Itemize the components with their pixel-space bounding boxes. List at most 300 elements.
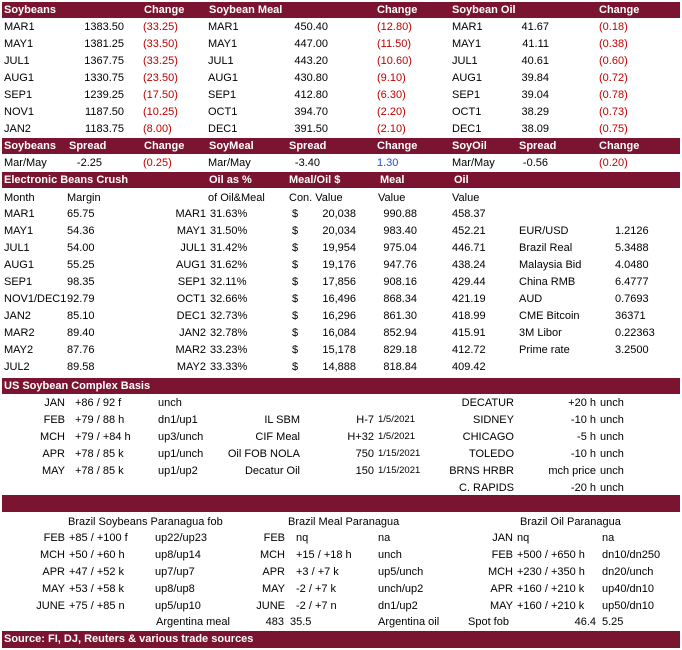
soyoil-change: (0.18) xyxy=(599,21,628,33)
brazil-meal-month: MAY xyxy=(261,583,285,595)
brazil-meal-quote: -2 / +7 k xyxy=(296,583,337,595)
basis-location-value: -10 h xyxy=(570,414,596,426)
basis-quote: +86 / 92 f xyxy=(75,397,122,409)
soyoil-month: OCT1 xyxy=(452,106,482,118)
soyoil-header: Soybean Oil xyxy=(452,4,516,16)
crush-currency: $ xyxy=(292,361,299,373)
crush-oil-value: 409.42 xyxy=(452,361,486,373)
market-value: 0.7693 xyxy=(615,293,649,305)
soybeans-month: NOV1 xyxy=(4,106,34,118)
brazil-oil-month: FEB xyxy=(491,549,513,561)
soybeans-change: (10.25) xyxy=(143,106,178,118)
crush-currency: $ xyxy=(292,276,299,288)
spread-soymeal-spread-header: Spread xyxy=(289,140,327,152)
crush-con-value: 16,296 xyxy=(322,310,356,322)
crush-currency: $ xyxy=(292,344,299,356)
spread-soyoil-value: -0.56 xyxy=(522,157,548,169)
crush-oil-month: MAR2 xyxy=(175,344,206,356)
futures-header-band xyxy=(2,2,680,18)
soymeal-price: 394.70 xyxy=(294,106,328,118)
basis-product-value: 150 xyxy=(355,465,374,477)
crush-month: JUL2 xyxy=(4,361,30,373)
crush-oil-pct: 32.66% xyxy=(210,293,248,305)
brazil-meal-title: Brazil Meal Paranagua xyxy=(288,516,400,528)
crush-currency: $ xyxy=(292,327,299,339)
soybeans-price: 1367.75 xyxy=(84,55,124,67)
spot-fob-label: Spot fob xyxy=(468,616,509,628)
market-value: 3.2500 xyxy=(615,344,649,356)
soyoil-price: 39.84 xyxy=(521,72,549,84)
spread-soybeans-change: (0.25) xyxy=(143,157,172,169)
crush-con-value: 14,888 xyxy=(322,361,356,373)
crush-oil-month: SEP1 xyxy=(177,276,206,288)
soybeans-change: (33.25) xyxy=(143,55,178,67)
soybeans-change: (33.25) xyxy=(143,21,178,33)
crush-oil-pct: 33.23% xyxy=(210,344,248,356)
market-label: Malaysia Bid xyxy=(519,259,582,271)
spread-soyoil-spread-header: Spread xyxy=(519,140,557,152)
basis-product-value: 750 xyxy=(355,448,374,460)
brazil-meal-change: unch/up2 xyxy=(378,583,424,595)
spread-soymeal-header: SoyMeal xyxy=(209,140,254,152)
market-label: CME Bitcoin xyxy=(519,310,580,322)
crush-meal-value: 975.04 xyxy=(383,242,417,254)
brazil-meal-change: up5/unch xyxy=(378,566,424,578)
crush-oil-month: AUG1 xyxy=(176,259,206,271)
basis-location: SIDNEY xyxy=(473,414,514,426)
argentina-meal-value: 483 xyxy=(265,616,284,628)
basis-quote: +78 / 85 k xyxy=(75,465,124,477)
crush-currency: $ xyxy=(292,242,299,254)
soymeal-price: 412.80 xyxy=(294,89,328,101)
crush-meal-oil-header: Meal/Oil $ xyxy=(289,174,341,186)
brazil-meal-month: APR xyxy=(262,566,285,578)
soyoil-price: 39.04 xyxy=(521,89,549,101)
crush-margin: 55.25 xyxy=(67,259,95,271)
basis-quote: +79 / 88 h xyxy=(75,414,125,426)
brazil-soy-change: up8/up14 xyxy=(155,549,201,561)
basis-location-value: -5 h xyxy=(577,431,596,443)
argentina-meal-change: 35.5 xyxy=(290,616,312,628)
crush-of-oil-meal-subheader: of Oil&Meal xyxy=(208,192,265,204)
soymeal-price: 447.00 xyxy=(294,38,328,50)
soyoil-change: (0.72) xyxy=(599,72,628,84)
basis-change: up1/up2 xyxy=(158,465,198,477)
crush-margin-subheader: Margin xyxy=(67,192,101,204)
crush-month: MAY1 xyxy=(4,225,34,237)
soyoil-price: 41.11 xyxy=(522,38,549,50)
soymeal-month: OCT1 xyxy=(208,106,238,118)
crush-oil-pct: 31.50% xyxy=(210,225,248,237)
soyoil-change-header: Change xyxy=(599,4,640,16)
crush-oil-pct: 32.11% xyxy=(210,276,247,288)
soyoil-month: MAY1 xyxy=(452,38,482,50)
spread-soybeans-spread-header: Spread xyxy=(69,140,107,152)
crush-meal-value: 852.94 xyxy=(383,327,417,339)
brazil-soy-change: up7/up7 xyxy=(155,566,195,578)
crush-currency: $ xyxy=(292,293,299,305)
crush-con-value: 17,856 xyxy=(322,276,356,288)
soymeal-change: (9.10) xyxy=(377,72,406,84)
basis-product-date: 1/15/2021 xyxy=(378,465,421,476)
spread-soyoil-change: (0.20) xyxy=(599,157,628,169)
soybeans-change: (33.50) xyxy=(143,38,178,50)
crush-meal-value: 947.76 xyxy=(383,259,417,271)
argentina-meal-label: Argentina meal xyxy=(156,616,230,628)
basis-location-change: unch xyxy=(600,397,624,409)
brazil-oil-change: dn20/unch xyxy=(602,566,654,578)
soymeal-change: (2.20) xyxy=(377,106,406,118)
crush-oil-value: 458.37 xyxy=(452,208,486,220)
crush-con-value: 19,176 xyxy=(322,259,356,271)
basis-product-date: 1/15/2021 xyxy=(378,448,421,459)
soybeans-month: AUG1 xyxy=(4,72,34,84)
crush-currency: $ xyxy=(292,310,299,322)
soymeal-change: (6.30) xyxy=(377,89,406,101)
market-value: 36371 xyxy=(615,310,646,322)
crush-margin: 89.40 xyxy=(67,327,95,339)
soybeans-change: (23.50) xyxy=(143,72,178,84)
brazil-oil-month: APR xyxy=(490,583,513,595)
basis-product-label xyxy=(200,480,300,496)
market-value: 6.4777 xyxy=(615,276,649,288)
soymeal-month: MAY1 xyxy=(208,38,238,50)
basis-month: APR xyxy=(42,448,65,460)
basis-location-value: +20 h xyxy=(568,397,596,409)
basis-title: US Soybean Complex Basis xyxy=(4,380,151,392)
brazil-oil-quote: +230 / +350 h xyxy=(517,566,585,578)
crush-oil-value: 421.19 xyxy=(452,293,486,305)
separator-band xyxy=(2,495,680,512)
basis-header-band xyxy=(2,378,680,394)
crush-con-value: 16,084 xyxy=(322,327,356,339)
basis-product-label xyxy=(200,395,300,411)
soymeal-month: SEP1 xyxy=(208,89,237,101)
basis-product-label: IL SBM xyxy=(264,414,300,426)
spot-fob-change: 5.25 xyxy=(602,616,624,628)
basis-location: CHICAGO xyxy=(462,431,514,443)
market-value: 4.0480 xyxy=(615,259,649,271)
soybeans-price: 1330.75 xyxy=(84,72,124,84)
soymeal-change: (12.80) xyxy=(377,21,412,33)
brazil-oil-change: up50/dn10 xyxy=(602,600,654,612)
crush-oil-month: OCT1 xyxy=(176,293,206,305)
spreads-header-band xyxy=(2,138,680,154)
soyoil-month: JUL1 xyxy=(452,55,478,67)
basis-location: DECATUR xyxy=(461,397,514,409)
crush-month: JAN2 xyxy=(4,310,31,322)
crush-margin: 54.00 xyxy=(67,242,95,254)
soymeal-change: (10.60) xyxy=(377,55,412,67)
crush-oil-month: JUL1 xyxy=(180,242,206,254)
crush-meal-value: 983.40 xyxy=(383,225,417,237)
soymeal-price: 443.20 xyxy=(294,55,328,67)
market-value: 0.22363 xyxy=(615,327,655,339)
soyoil-month: DEC1 xyxy=(452,123,482,135)
market-label: Prime rate xyxy=(519,344,570,356)
soymeal-price: 430.80 xyxy=(294,72,328,84)
soyoil-change: (0.60) xyxy=(599,55,628,67)
brazil-meal-month: FEB xyxy=(263,532,285,544)
soyoil-price: 38.29 xyxy=(521,106,549,118)
basis-product-value xyxy=(320,480,374,496)
market-value: 5.3488 xyxy=(615,242,649,254)
crush-currency: $ xyxy=(292,259,299,271)
basis-product-date: 1/5/2021 xyxy=(378,414,415,425)
brazil-soy-month: MCH xyxy=(39,549,65,561)
brazil-meal-month: JUNE xyxy=(256,600,285,612)
crush-meal-value: 829.18 xyxy=(383,344,417,356)
footer-band xyxy=(2,631,680,648)
basis-month: FEB xyxy=(43,414,65,426)
brazil-meal-change: na xyxy=(378,532,391,544)
brazil-soy-quote: +50 / +60 h xyxy=(69,549,125,561)
brazil-soy-month: FEB xyxy=(43,532,65,544)
crush-oil-month: JAN2 xyxy=(179,327,206,339)
spread-soybeans-month: Mar/May xyxy=(4,157,47,169)
crush-month-subheader: Month xyxy=(4,192,35,204)
soymeal-change: (2.10) xyxy=(377,123,406,135)
spread-soymeal-value: -3.40 xyxy=(294,157,320,169)
crush-month: MAY2 xyxy=(4,344,34,356)
crush-title: Electronic Beans Crush xyxy=(4,174,129,186)
crush-meal-header: Meal xyxy=(380,174,405,186)
basis-month: MCH xyxy=(39,431,65,443)
crush-oil-value: 418.99 xyxy=(452,310,486,322)
spread-soyoil-header: SoyOil xyxy=(452,140,487,152)
crush-oil-pct: 31.42% xyxy=(210,242,248,254)
basis-product-date: 1/5/2021 xyxy=(378,431,415,442)
brazil-soy-title: Brazil Soybeans Paranagua fob xyxy=(68,516,223,528)
brazil-meal-quote: +3 / +7 k xyxy=(296,566,339,578)
spot-fob-value: 46.4 xyxy=(574,616,596,628)
soybeans-month: MAY1 xyxy=(4,38,34,50)
brazil-soy-month: JUNE xyxy=(36,600,65,612)
crush-oil-pct-header: Oil as % xyxy=(209,174,252,186)
brazil-soy-quote: +75 / +85 n xyxy=(69,600,125,612)
crush-currency: $ xyxy=(292,208,299,220)
soymeal-month: JUL1 xyxy=(208,55,234,67)
crush-oil-pct: 32.78% xyxy=(210,327,248,339)
crush-oil-month: MAY1 xyxy=(176,225,206,237)
spread-soybeans-header: Soybeans xyxy=(4,140,56,152)
crush-margin: 89.58 xyxy=(67,361,95,373)
crush-oil-value: 429.44 xyxy=(452,276,486,288)
market-value: 1.2126 xyxy=(615,225,649,237)
crush-margin: 87.76 xyxy=(67,344,95,356)
soyoil-price: 38.09 xyxy=(521,123,549,135)
crush-meal-value: 868.34 xyxy=(383,293,417,305)
brazil-oil-quote: +160 / +210 k xyxy=(517,583,585,595)
soyoil-change: (0.78) xyxy=(599,89,628,101)
crush-oil-month: MAR1 xyxy=(175,208,206,220)
basis-product-label: CIF Meal xyxy=(255,431,300,443)
soybeans-header: Soybeans xyxy=(4,4,56,16)
crush-month: AUG1 xyxy=(4,259,34,271)
crush-oil-pct: 31.62% xyxy=(210,259,248,271)
soybeans-price: 1381.25 xyxy=(84,38,124,50)
market-label: China RMB xyxy=(519,276,576,288)
spread-soymeal-month: Mar/May xyxy=(208,157,251,169)
brazil-oil-month: MCH xyxy=(487,566,513,578)
brazil-soy-quote: +47 / +52 k xyxy=(69,566,125,578)
soybeans-price: 1187.50 xyxy=(85,106,124,118)
basis-location-value: -10 h xyxy=(570,448,596,460)
basis-location-value: mch price xyxy=(548,465,596,477)
spread-soybeans-change-header: Change xyxy=(144,140,185,152)
crush-con-value: 20,034 xyxy=(322,225,356,237)
soymeal-month: DEC1 xyxy=(208,123,238,135)
brazil-soy-month: MAY xyxy=(41,583,65,595)
brazil-oil-change: up40/dn10 xyxy=(602,583,654,595)
basis-location: C. RAPIDS xyxy=(458,482,514,494)
spread-soyoil-month: Mar/May xyxy=(452,157,495,169)
soymeal-change-header: Change xyxy=(377,4,418,16)
soybeans-change: (17.50) xyxy=(143,89,178,101)
crush-margin: 85.10 xyxy=(67,310,95,322)
crush-oil-pct: 31.63% xyxy=(210,208,248,220)
crush-month: JUL1 xyxy=(4,242,30,254)
brazil-oil-title: Brazil Oil Paranagua xyxy=(520,516,621,528)
crush-month: MAR1 xyxy=(4,208,35,220)
brazil-oil-change: dn10/dn250 xyxy=(602,549,661,561)
crush-oil-value: 412.72 xyxy=(452,344,486,356)
soyoil-month: SEP1 xyxy=(452,89,481,101)
soymeal-month: AUG1 xyxy=(208,72,238,84)
brazil-soy-change: up8/up8 xyxy=(155,583,195,595)
brazil-soy-quote: +85 / +100 f xyxy=(69,532,128,544)
soybeans-price: 1383.50 xyxy=(84,21,124,33)
spread-soymeal-change: 1.30 xyxy=(377,157,399,169)
crush-month: MAR2 xyxy=(4,327,35,339)
crush-meal-value: 861.30 xyxy=(383,310,417,322)
basis-location-value: -20 h xyxy=(570,482,596,494)
crush-oil-value: 438.24 xyxy=(452,259,486,271)
soyoil-price: 41.67 xyxy=(521,21,549,33)
spread-soymeal-change-header: Change xyxy=(377,140,418,152)
crush-currency: $ xyxy=(292,225,299,237)
crush-con-value: 20,038 xyxy=(322,208,356,220)
crush-oil-pct: 32.73% xyxy=(210,310,248,322)
basis-location-change: unch xyxy=(600,431,624,443)
crush-oil-value-subheader: Value xyxy=(452,192,480,204)
soyoil-change: (0.73) xyxy=(599,106,628,118)
brazil-oil-month: MAY xyxy=(489,600,513,612)
basis-location-change: unch xyxy=(600,482,624,494)
soymeal-header: Soybean Meal xyxy=(209,4,283,16)
crush-margin: 98.35 xyxy=(67,276,95,288)
basis-product-label: Decatur Oil xyxy=(244,465,300,477)
brazil-soy-change: up22/up23 xyxy=(155,532,207,544)
soymeal-price: 450.40 xyxy=(294,21,328,33)
basis-month: MAY xyxy=(41,465,65,477)
soymeal-month: MAR1 xyxy=(208,21,239,33)
soyoil-month: AUG1 xyxy=(452,72,482,84)
brazil-meal-quote: +15 / +18 h xyxy=(296,549,352,561)
basis-change: up3/unch xyxy=(158,431,204,443)
soyoil-price: 40.61 xyxy=(521,55,549,67)
crush-oil-header: Oil xyxy=(454,174,469,186)
basis-product-value: H-7 xyxy=(356,414,374,426)
market-label: EUR/USD xyxy=(519,225,569,237)
crush-header-band xyxy=(2,172,680,188)
soyoil-change: (0.75) xyxy=(599,123,628,135)
crush-meal-value: 818.84 xyxy=(383,361,417,373)
basis-month: JAN xyxy=(44,397,65,409)
brazil-oil-quote: nq xyxy=(517,532,530,544)
basis-location-change: unch xyxy=(600,448,624,460)
soyoil-month: MAR1 xyxy=(452,21,483,33)
soybeans-month: SEP1 xyxy=(4,89,33,101)
crush-con-value: 19,954 xyxy=(322,242,356,254)
brazil-soy-change: up5/up10 xyxy=(155,600,201,612)
basis-month xyxy=(20,480,65,496)
argentina-oil-label: Argentina oil xyxy=(378,616,440,628)
basis-quote: +78 / 85 k xyxy=(75,448,124,460)
basis-change: unch xyxy=(158,397,182,409)
soybeans-month: JUL1 xyxy=(4,55,30,67)
basis-product-value: H+32 xyxy=(347,431,374,443)
brazil-oil-quote: +500 / +650 h xyxy=(517,549,585,561)
market-label: AUD xyxy=(519,293,543,305)
basis-location-change: unch xyxy=(600,414,624,426)
soybeans-change: (8.00) xyxy=(143,123,172,135)
soybeans-change-header: Change xyxy=(144,4,185,16)
crush-margin: 92.79 xyxy=(67,293,95,305)
brazil-oil-month: JAN xyxy=(492,532,513,544)
crush-oil-pct: 33.33% xyxy=(210,361,248,373)
soybeans-price: 1239.25 xyxy=(84,89,124,101)
brazil-meal-month: MCH xyxy=(259,549,285,561)
soymeal-change: (11.50) xyxy=(377,38,412,50)
basis-change: dn1/up1 xyxy=(158,414,198,426)
brazil-oil-quote: +160 / +210 k xyxy=(517,600,585,612)
basis-product-label: Oil FOB NOLA xyxy=(227,448,300,460)
crush-con-value: 15,178 xyxy=(322,344,356,356)
brazil-soy-month: APR xyxy=(42,566,65,578)
crush-meal-value-subheader: Value xyxy=(378,192,406,204)
crush-month: SEP1 xyxy=(4,276,33,288)
basis-location-change: unch xyxy=(600,465,624,477)
basis-location: BRNS HRBR xyxy=(449,465,514,477)
soybeans-price: 1183.75 xyxy=(85,123,124,135)
crush-margin: 54.36 xyxy=(67,225,95,237)
soymeal-price: 391.50 xyxy=(294,123,328,135)
crush-oil-value: 446.71 xyxy=(452,242,486,254)
crush-meal-value: 990.88 xyxy=(383,208,417,220)
market-label: 3M Libor xyxy=(519,327,562,339)
basis-product-value xyxy=(320,395,374,411)
brazil-meal-quote: nq xyxy=(296,532,309,544)
crush-oil-month: MAY2 xyxy=(176,361,206,373)
crush-oil-value: 452.21 xyxy=(452,225,486,237)
basis-location: TOLEDO xyxy=(468,448,514,460)
spread-soybeans-value: -2.25 xyxy=(76,157,102,169)
crush-con-value-subheader: Con. Value xyxy=(289,192,343,204)
soybeans-month: JAN2 xyxy=(4,123,31,135)
crush-margin: 65.75 xyxy=(67,208,95,220)
crush-con-value: 16,496 xyxy=(322,293,356,305)
spread-soyoil-change-header: Change xyxy=(599,140,640,152)
crush-meal-value: 908.16 xyxy=(383,276,417,288)
brazil-meal-change: dn1/up2 xyxy=(378,600,418,612)
soyoil-change: (0.38) xyxy=(599,38,628,50)
crush-month: NOV1/DEC1 xyxy=(4,293,67,305)
crush-oil-value: 415.91 xyxy=(452,327,486,339)
crush-oil-month: DEC1 xyxy=(176,310,206,322)
brazil-meal-quote: -2 / +7 n xyxy=(296,600,337,612)
basis-quote: +79 / +84 h xyxy=(75,431,131,443)
